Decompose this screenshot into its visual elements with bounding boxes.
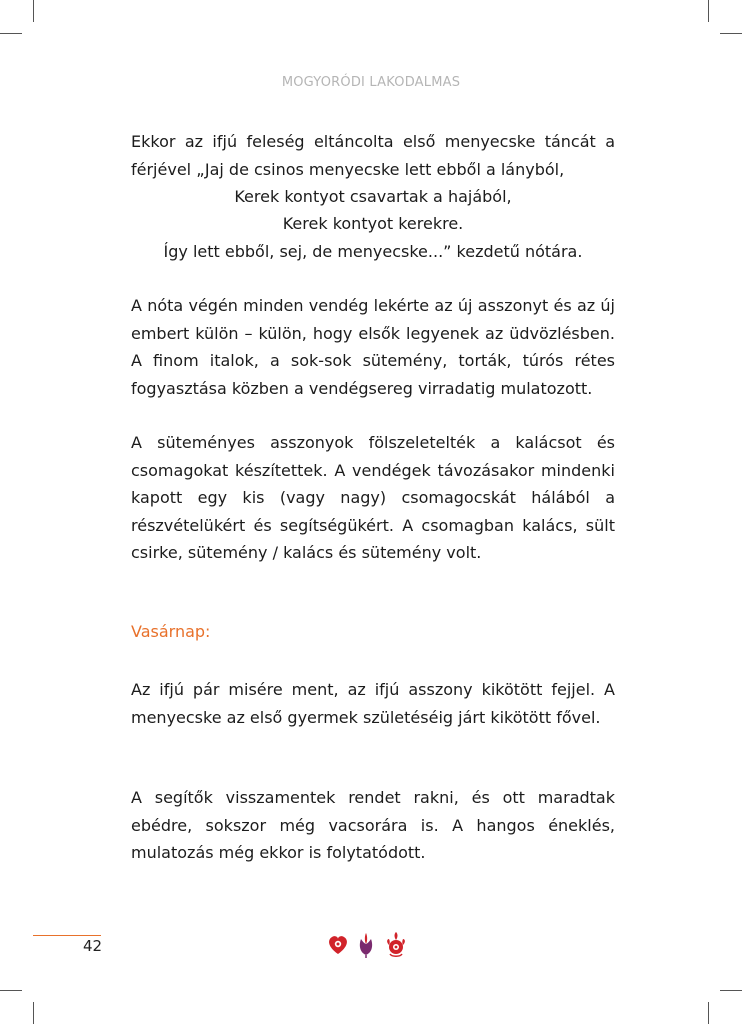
verse-line-3: Kerek kontyot kerekre. <box>282 214 464 233</box>
verse-line-4: Így lett ebből, sej, de menyecske...” kezdetű nótára. <box>163 242 583 261</box>
page-number: 42 <box>83 937 103 955</box>
intro-text: Ekkor az ifjú feleség eltáncolta első menyecske táncát a férjével <box>131 132 615 179</box>
footer-rule <box>33 935 101 936</box>
flower-ornament-icon <box>387 932 405 956</box>
tulip-ornament-icon <box>360 933 372 958</box>
verse-line-1: „Jaj de csinos menyecske lett ebből a lányból, <box>196 159 565 179</box>
crop-mark <box>720 990 742 991</box>
crop-mark <box>708 0 709 22</box>
verse-line-2: Kerek kontyot csavartak a hajából, <box>234 187 512 206</box>
crop-mark <box>0 990 22 991</box>
crop-mark <box>720 33 742 34</box>
paragraph-mass: Az ifjú pár misére ment, az ifjú asszony kikötött fejjel. A menyecske az első gyermek születéséig járt kikötött fővel. <box>131 680 615 727</box>
paragraph-helpers: A segítők visszamentek rendet rakni, és ott maradtak ebédre, sokszor még vacsorára is. A hangos éneklés, mulatozás még ekkor is folytatódott. <box>131 788 615 862</box>
crop-mark <box>0 33 22 34</box>
running-title: MOGYORÓDI LAKODALMAS <box>281 75 461 90</box>
footer-ornaments <box>326 930 416 960</box>
paragraph-toasts: A nóta végén minden vendég lekérte az új asszonyt és az új embert külön – külön, hogy elsők legyenek az üdvözlésben. A finom italok, a sok-sok sütemény, torták, túrós rétes fogyasztása közben a vendégsereg virradatig mulatozott. <box>131 296 615 398</box>
crop-mark <box>708 1002 709 1024</box>
section-title-sunday: Vasárnap: <box>131 622 211 641</box>
crop-mark <box>33 1002 34 1024</box>
paragraph-packages: A süteményes asszonyok fölszeletelték a kalácsot és csomagokat készítettek. A vendégek távozásakor mindenki kapott egy kis (vagy nagy) csomagocskát hálából a részvételükért és segítségükért. A csomagban kalács, sült csirke, sütemény / kalács és sütemény volt. <box>131 433 615 562</box>
heart-ornament-icon <box>329 936 347 954</box>
crop-mark <box>33 0 34 22</box>
intro-paragraph <box>131 128 615 183</box>
